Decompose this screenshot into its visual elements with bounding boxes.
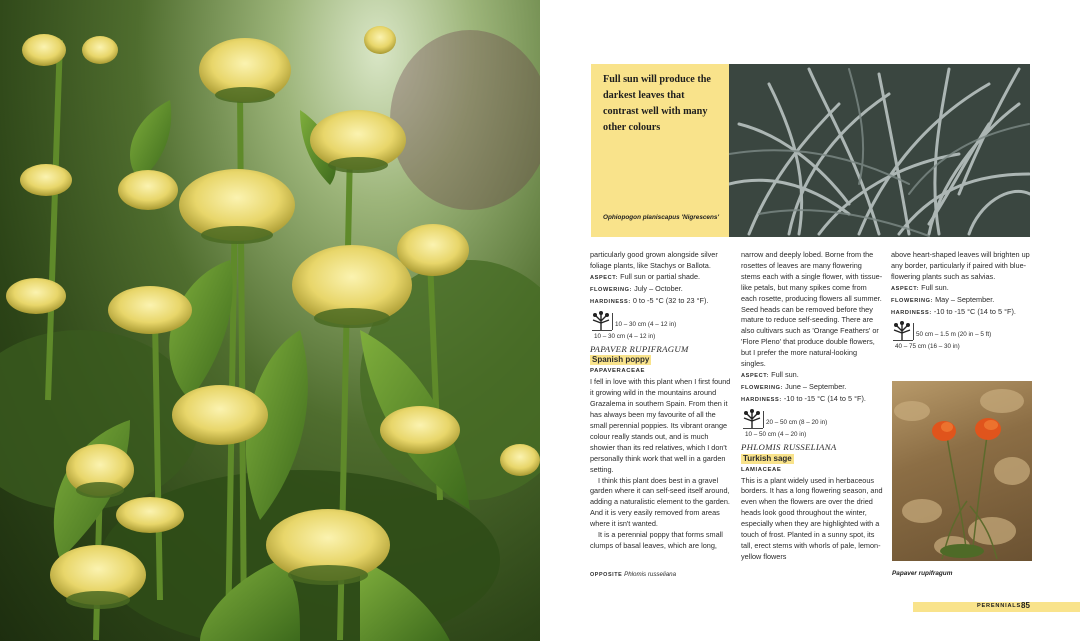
height-bar [913,323,914,340]
text-column-2 [741,250,883,563]
col1-spread: 10 – 30 cm (4 – 12 in) [594,332,656,340]
col2-intro: narrow and deeply lobed. Borne from the rosettes of leaves are many flowering stems each with a single flower, with tissue-like petals, but many spikes come from each rosette, producing flowers all summer. Seed heads can be removed before they mature to reduce self-seeding. There are also cultivars such as 'Orange Feathers' or 'Flore Pleno' that produce double flowers, but I prefer the more natural-looking singles. [741,250,883,369]
col2-flowering: FLOWERING: June – September. [741,381,847,391]
col3-flowering: FLOWERING: May – September. [891,294,995,304]
col2-size-diagram [741,409,883,439]
papaver-illustration [892,381,1032,561]
col3-height: 50 cm – 1.5 m (20 in – 5 ft) [916,331,992,339]
height-bar [763,411,764,428]
papaver-photo [892,381,1032,561]
text-column-3 [891,250,1033,353]
height-bar [612,313,613,330]
opposite-caption: OPPOSITE Phlomis russeliana [590,571,677,578]
page-number: 85 [1021,601,1030,610]
plant-size-icon [891,321,913,341]
callout-text: Full sun will produce the darkest leaves that contrast well with many other colours [603,74,711,133]
plant-size-icon [741,409,763,429]
col2-height: 20 – 50 cm (8 – 20 in) [766,418,828,426]
col2-aspect: ASPECT: Full sun. [741,369,799,379]
col1-flowering: FLOWERING: July – October. [590,283,683,293]
callout-box [591,64,729,237]
col3-aspect: ASPECT: Full sun. [891,282,949,292]
phlomis-family: LAMIACEAE [741,466,782,473]
phlomis-latin-name: PHLOMIS RUSSELIANA [741,441,837,452]
col1-para-1: I fell in love with this plant when I first found it growing wild in the mountains around Grazalema in southern Spain. From then it has always been my favourite of all the small perennial poppies. Its vibrant orange colour really stands out, and is much showier than its red relatives, which I don't personally think work that well in a garden setting. [590,377,731,474]
ophiopogon-photo [729,64,1030,237]
spread-bar [743,428,763,429]
papaver-common-name: Spanish poppy [592,355,650,365]
col1-height: 10 – 30 cm (4 – 12 in) [615,320,677,328]
footer-section-label: PERENNIALS [977,603,1022,609]
col1-aspect: ASPECT: Full sun or partial shade. [590,271,701,281]
col2-hardiness: HARDINESS: -10 to -15 °C (14 to 5 °F). [741,393,866,403]
text-column-1 [590,250,732,552]
ophiopogon-illustration [729,64,1030,237]
grass-caption: Ophiopogon planiscapus 'Nigrescens' [603,214,719,221]
spread-bar [893,340,913,341]
col2-spread: 10 – 50 cm (4 – 20 in) [745,430,807,438]
papaver-latin-name: PAPAVER RUPIFRAGUM [590,343,689,354]
phlomis-common-name: Turkish sage [743,453,792,463]
col1-hardiness: HARDINESS: 0 to -5 °C (32 to 23 °F). [590,295,709,305]
plant-size-icon [590,311,612,331]
col1-para-2: I think this plant does best in a gravel garden where it can self-seed itself around, adding a naturalistic element to the garden. And it is very easily removed from areas where it isn't wanted. [590,475,730,529]
col1-para-3: It is a perennial poppy that forms small clumps of basal leaves, which are long, [590,530,723,550]
papaver-family: PAPAVERACEAE [590,368,645,375]
col3-spread: 40 – 75 cm (16 – 30 in) [895,343,960,351]
col3-intro: above heart-shaped leaves will brighten up any border, particularly if paired with blue-flowering plants such as salvias. [891,250,1030,281]
col1-size-diagram [590,311,732,341]
col1-intro: particularly good grown alongside silver foliage plants, like Stachys or Ballota. [590,250,718,270]
col3-size-diagram [891,321,1033,351]
col3-hardiness: HARDINESS: -10 to -15 °C (14 to 5 °F). [891,306,1016,316]
poppy-caption: Papaver rupifragum [892,570,953,577]
spread-bar [592,330,612,331]
col2-para-1: This is a plant widely used in herbaceous borders. It has a long flowering season, and even when the flowers are over the dried heads look good throughout the winter, especially when they are highlighted with a touch of frost. Planted in a sunny spot, its tall, erect stems with whorls of pale, lemon-yellow flowers [741,475,883,561]
